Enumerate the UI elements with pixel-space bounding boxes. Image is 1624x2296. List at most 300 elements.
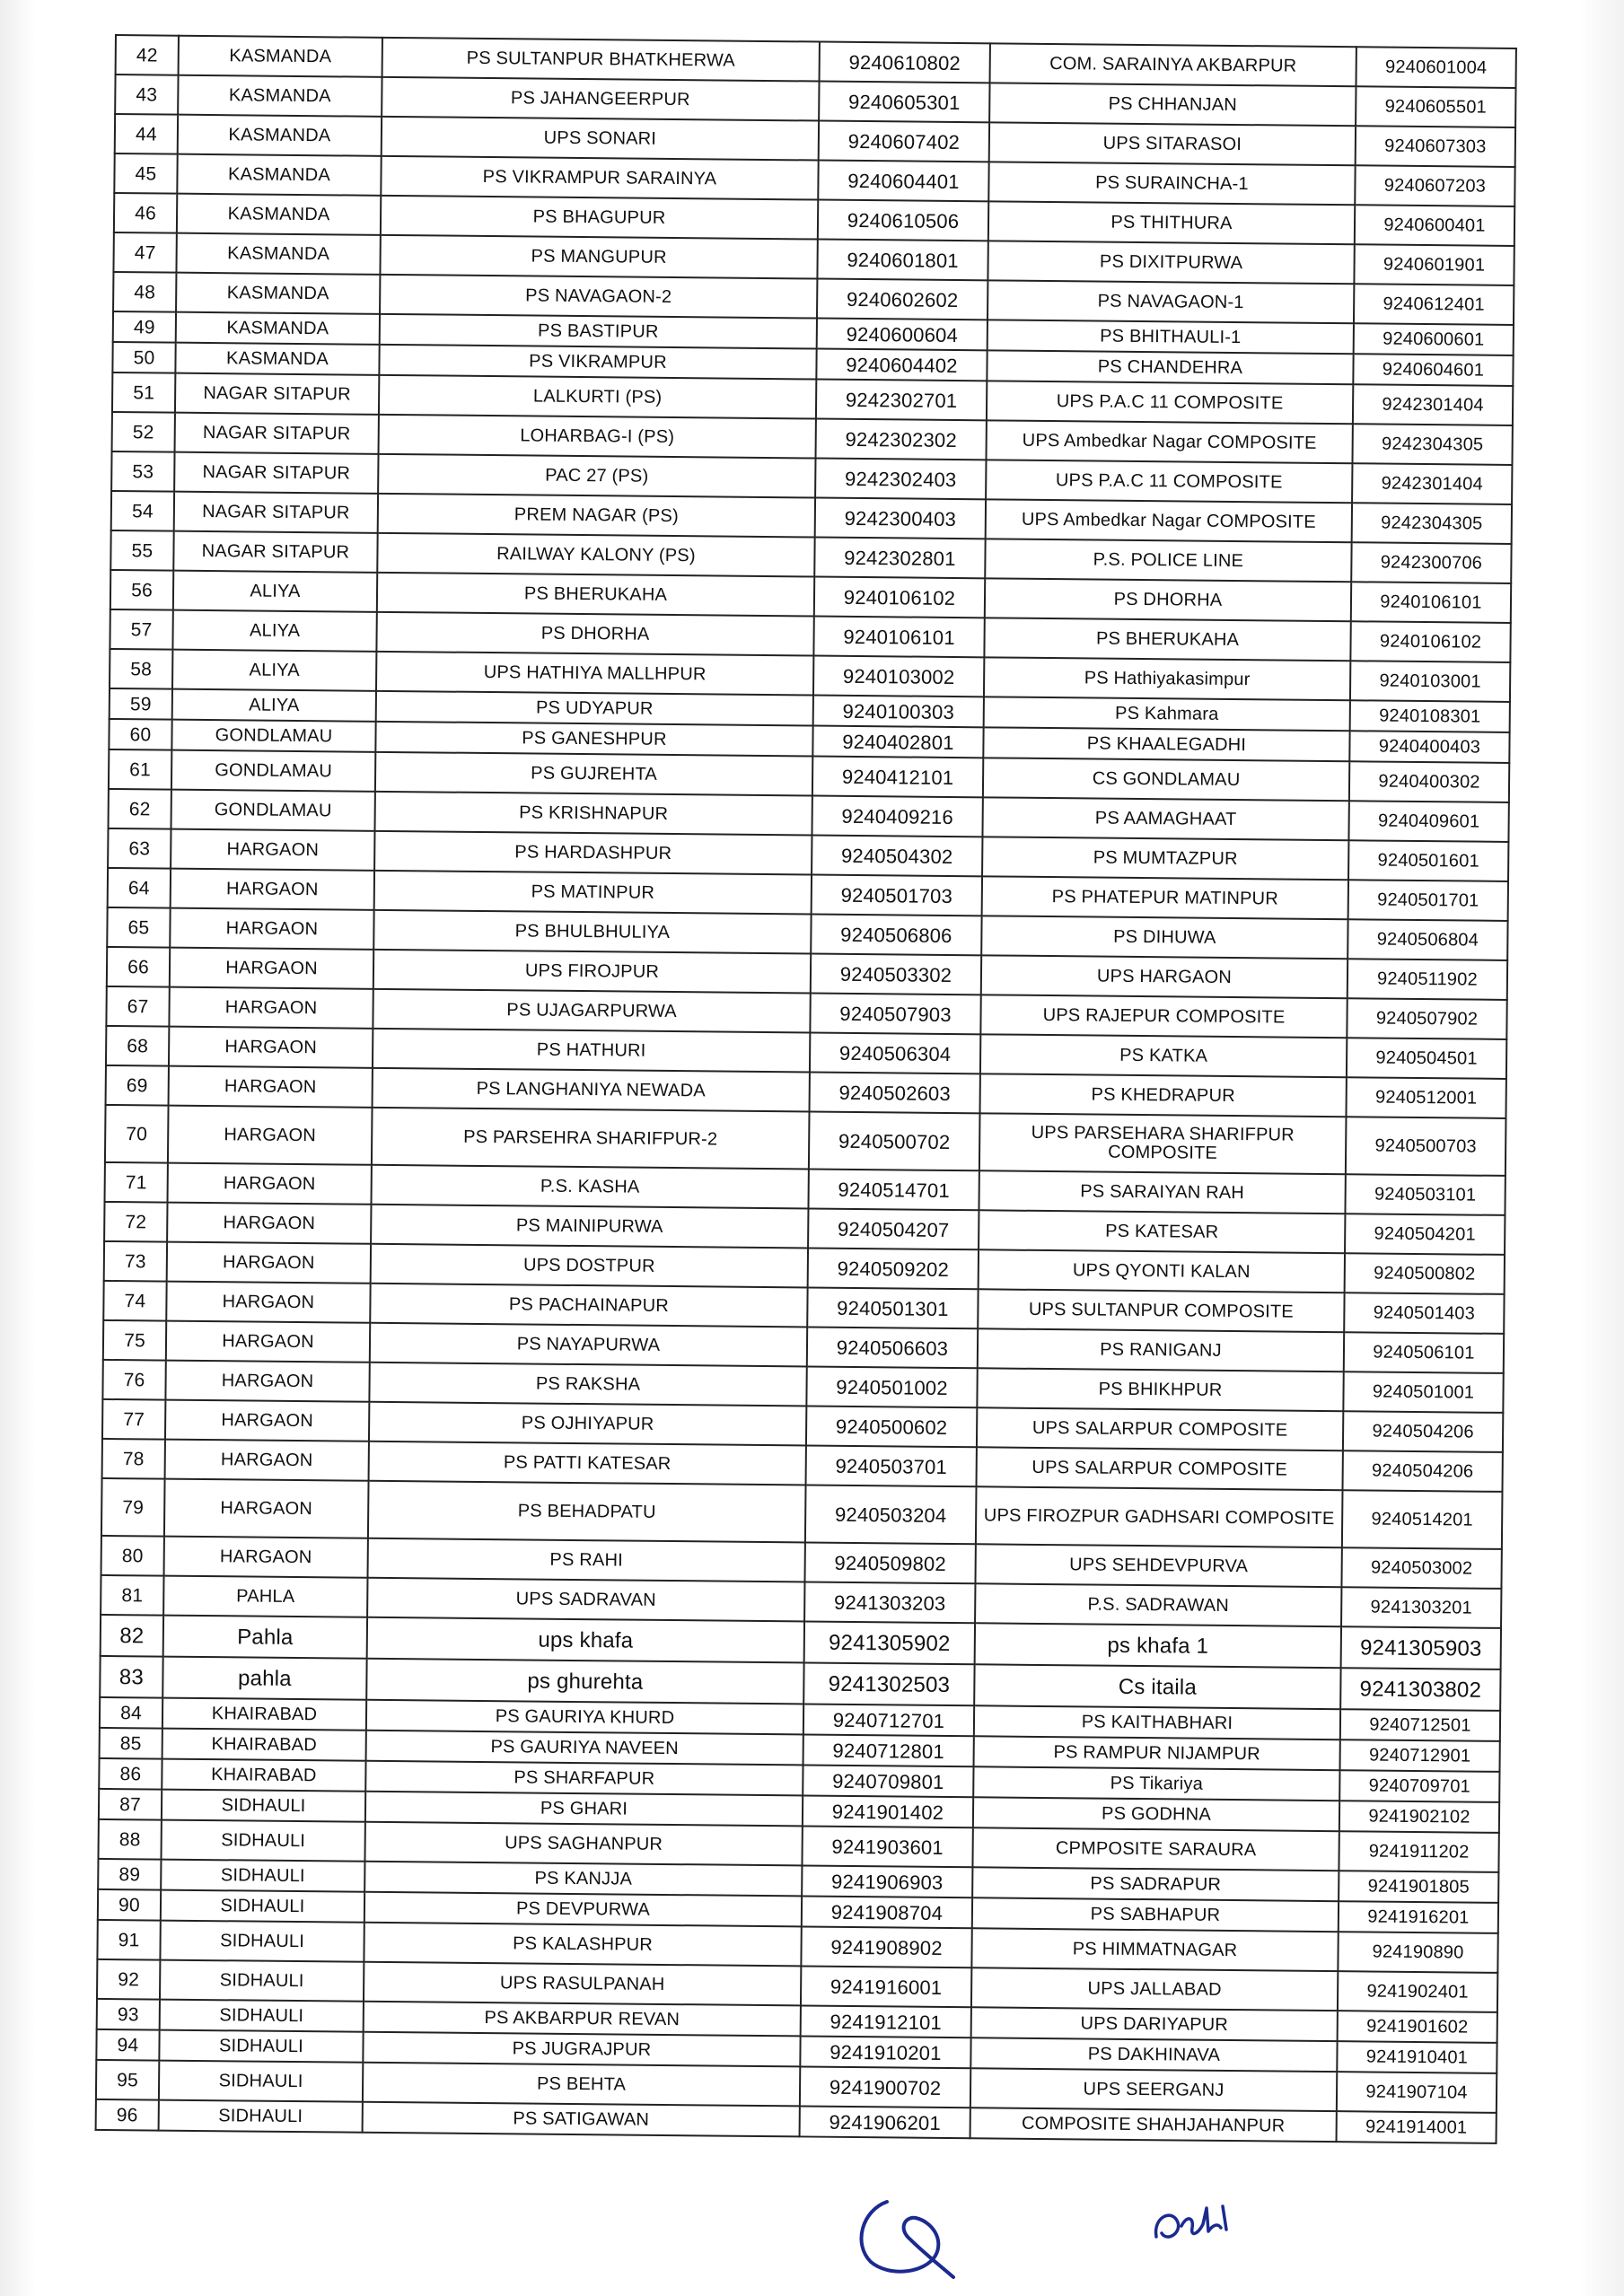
block-name-cell: SIDHAULI — [161, 1890, 364, 1923]
school-name-cell: PS RAKSHA — [369, 1363, 806, 1407]
block-name-cell: HARGAON — [169, 1066, 373, 1108]
paired-school-name-cell: PS RANIGANJ — [978, 1328, 1344, 1371]
school-name-cell: PS GHARI — [365, 1792, 803, 1827]
school-name-cell: PS MANGUPUR — [380, 235, 817, 279]
block-name-cell: GONDLAMAU — [171, 720, 375, 752]
block-name-cell: HARGAON — [168, 1163, 372, 1205]
paired-school-code-cell: 9242304305 — [1352, 503, 1512, 544]
paired-school-code-cell: 9240506804 — [1347, 919, 1507, 960]
serial-number-cell: 70 — [105, 1105, 169, 1163]
block-name-cell: HARGAON — [166, 1321, 370, 1363]
paired-school-code-cell: 9241305903 — [1341, 1626, 1501, 1669]
serial-number-cell: 44 — [115, 114, 178, 154]
school-code-cell: 9242302701 — [816, 380, 987, 421]
school-code-cell: 9240514701 — [808, 1169, 979, 1210]
paired-school-code-cell: 924190890 — [1338, 1932, 1497, 1973]
block-name-cell: SIDHAULI — [159, 2061, 363, 2102]
school-name-cell: PS DEVPURWA — [364, 1892, 802, 1927]
school-code-cell: 9240600604 — [817, 319, 988, 351]
paired-school-name-cell: PS Tikariya — [973, 1766, 1339, 1801]
block-name-cell: KASMANDA — [178, 115, 382, 156]
paired-school-name-cell: ps khafa 1 — [975, 1623, 1341, 1668]
block-name-cell: HARGAON — [169, 987, 373, 1029]
paired-school-code-cell: 9240607203 — [1355, 165, 1514, 206]
school-code-cell: 9241916001 — [801, 1966, 971, 2007]
serial-number-cell: 61 — [109, 749, 171, 790]
serial-number-cell: 59 — [110, 688, 172, 720]
school-name-cell: P.S. KASHA — [371, 1165, 808, 1209]
paired-school-name-cell: UPS SULTANPUR COMPOSITE — [978, 1289, 1344, 1332]
school-name-cell: PS VIKRAMPUR SARAINYA — [381, 156, 818, 200]
school-code-cell: 9240412101 — [812, 756, 983, 797]
paired-school-code-cell: 9241902401 — [1338, 1971, 1497, 2012]
school-code-cell: 9240501002 — [806, 1366, 977, 1407]
paired-school-name-cell: PS KATKA — [980, 1034, 1347, 1077]
paired-school-name-cell: PS SADRAPUR — [972, 1867, 1339, 1901]
serial-number-cell: 54 — [111, 491, 174, 531]
paired-school-name-cell: CPMPOSITE SARAURA — [972, 1827, 1339, 1871]
block-name-cell: KASMANDA — [177, 154, 381, 196]
block-name-cell: NAGAR SITAPUR — [174, 492, 378, 533]
paired-school-code-cell: 9240506101 — [1344, 1332, 1504, 1373]
school-name-cell: PS PATTI KATESAR — [369, 1442, 806, 1485]
block-name-cell: SIDHAULI — [160, 1960, 364, 2002]
paired-school-code-cell: 9240512001 — [1346, 1077, 1505, 1118]
school-code-cell: 9240503204 — [805, 1485, 977, 1544]
paired-school-code-cell: 9241303201 — [1341, 1587, 1501, 1628]
school-code-cell: 9240507903 — [810, 993, 980, 1034]
paired-school-code-cell: 9240504206 — [1342, 1450, 1502, 1492]
block-name-cell: HARGAON — [171, 829, 374, 871]
paired-school-code-cell: 9241916201 — [1339, 1901, 1498, 1933]
paired-school-name-cell: PS RAMPUR NIJAMPUR — [974, 1736, 1340, 1770]
paired-school-name-cell: UPS FIROZPUR GADHSARI COMPOSITE — [976, 1486, 1343, 1547]
school-name-cell: PS BHULBHULIYA — [373, 910, 811, 954]
serial-number-cell: 68 — [106, 1026, 169, 1066]
serial-number-cell: 78 — [102, 1439, 165, 1479]
paired-school-code-cell: 9241901805 — [1339, 1871, 1498, 1903]
serial-number-cell: 52 — [112, 412, 175, 452]
paired-school-name-cell: PS CHHANJAN — [989, 83, 1356, 126]
paired-school-name-cell: PS KHEDRAPUR — [980, 1074, 1347, 1117]
school-name-cell: PS GANESHPUR — [375, 722, 812, 757]
serial-number-cell: 94 — [96, 2029, 159, 2061]
block-name-cell: ALIYA — [172, 610, 376, 652]
paired-school-name-cell: PS THITHURA — [988, 201, 1355, 244]
school-name-cell: PS SHARFAPUR — [365, 1761, 803, 1796]
school-name-cell: PS PARSEHRA SHARIFPUR-2 — [372, 1108, 810, 1170]
block-name-cell: KHAIRABAD — [162, 1698, 366, 1731]
block-name-cell: Pahla — [163, 1616, 367, 1659]
block-name-cell: HARGAON — [169, 1027, 373, 1068]
paired-school-name-cell: COM. SARAINYA AKBARPUR — [990, 43, 1356, 86]
block-name-cell: NAGAR SITAPUR — [174, 452, 378, 494]
paired-school-name-cell: PS NAVAGAON-1 — [988, 280, 1354, 323]
block-name-cell: HARGAON — [170, 948, 373, 989]
serial-number-cell: 42 — [116, 35, 179, 75]
block-name-cell: GONDLAMAU — [171, 790, 375, 831]
school-code-cell: 9242302403 — [815, 459, 986, 500]
school-code-cell: 9241303203 — [804, 1582, 975, 1623]
school-code-cell: 9242302801 — [814, 538, 985, 579]
paired-school-code-cell: 9241914001 — [1337, 2111, 1497, 2143]
paired-school-name-cell: PS DIHUWA — [981, 916, 1347, 959]
school-name-cell: PS BEHADPATU — [368, 1481, 806, 1543]
school-code-cell: 9240106102 — [814, 577, 985, 618]
serial-number-cell: 49 — [113, 311, 176, 343]
serial-number-cell: 81 — [101, 1575, 163, 1616]
block-name-cell: ALIYA — [173, 571, 377, 612]
block-name-cell: ALIYA — [172, 650, 376, 691]
paired-school-code-cell: 9240514201 — [1342, 1490, 1503, 1549]
paired-school-name-cell: P.S. SADRAWAN — [975, 1583, 1341, 1626]
school-code-cell: 9240402801 — [812, 726, 983, 758]
table-body — [96, 35, 1516, 2143]
school-name-cell: LOHARBAG-I (PS) — [379, 415, 816, 459]
paired-school-code-cell: 9240612401 — [1354, 284, 1514, 325]
school-name-cell: PS KALASHPUR — [364, 1923, 801, 1967]
block-name-cell: SIDHAULI — [160, 1921, 364, 1962]
block-name-cell: KHAIRABAD — [162, 1729, 366, 1761]
paired-school-code-cell: 9240500802 — [1345, 1253, 1505, 1294]
block-name-cell: HARGAON — [167, 1242, 371, 1284]
paired-school-code-cell: 9240601901 — [1354, 244, 1514, 285]
school-name-cell: PS GAURIYA KHURD — [366, 1700, 803, 1735]
block-name-cell: SIDHAULI — [161, 1820, 364, 1862]
block-name-cell: PAHLA — [163, 1576, 367, 1617]
serial-number-cell: 60 — [109, 719, 171, 750]
paired-school-name-cell: UPS Ambedkar Nagar COMPOSITE — [986, 499, 1352, 542]
paired-school-code-cell: 9241911202 — [1339, 1831, 1498, 1872]
paired-school-name-cell: PS KATESAR — [979, 1210, 1345, 1253]
school-name-cell: UPS HATHIYA MALLHPUR — [376, 652, 813, 696]
serial-number-cell: 58 — [110, 649, 172, 689]
school-code-cell: 9240709801 — [803, 1765, 973, 1797]
paired-school-name-cell: UPS QYONTI KALAN — [979, 1249, 1345, 1293]
paired-school-code-cell: 9240501601 — [1348, 840, 1508, 881]
paired-school-name-cell: UPS HARGAON — [981, 955, 1347, 998]
school-code-cell: 9240509802 — [804, 1542, 975, 1583]
school-code-cell: 9240502603 — [810, 1072, 980, 1113]
paired-school-code-cell: 9241907104 — [1337, 2072, 1497, 2113]
paired-school-code-cell: 9240600601 — [1354, 323, 1514, 355]
school-name-cell: RAILWAY KALONY (PS) — [377, 533, 814, 577]
school-name-cell: PS VIKRAMPUR — [379, 345, 816, 380]
school-name-cell: PS RAHI — [368, 1538, 805, 1582]
serial-number-cell: 80 — [101, 1536, 164, 1576]
serial-number-cell: 69 — [106, 1065, 169, 1106]
serial-number-cell: 90 — [98, 1889, 161, 1921]
serial-number-cell: 64 — [108, 868, 171, 908]
school-code-cell: 9241912101 — [801, 2005, 971, 2037]
paired-school-code-cell: 9240106101 — [1351, 582, 1511, 623]
block-name-cell: GONDLAMAU — [171, 750, 375, 792]
serial-number-cell: 93 — [97, 1999, 160, 2030]
paired-school-code-cell: 9240607303 — [1356, 126, 1515, 167]
school-code-cell: 9240100303 — [813, 696, 984, 728]
school-name-cell: PS BEHTA — [363, 2063, 800, 2107]
block-name-cell: SIDHAULI — [160, 2000, 364, 2032]
serial-number-cell: 74 — [103, 1281, 166, 1321]
paired-school-name-cell: PS DHORHA — [985, 578, 1351, 621]
paired-school-name-cell: PS GODHNA — [973, 1797, 1339, 1831]
paired-school-name-cell: PS KAITHABHARI — [974, 1705, 1340, 1740]
school-code-cell: 9240509202 — [808, 1248, 979, 1289]
paired-school-name-cell: UPS P.A.C 11 COMPOSITE — [986, 460, 1352, 503]
serial-number-cell: 65 — [107, 907, 170, 948]
block-name-cell: HARGAON — [168, 1106, 373, 1165]
block-name-cell: KASMANDA — [175, 343, 379, 375]
paired-school-code-cell: 9241901602 — [1338, 2011, 1497, 2043]
paired-school-name-cell: P.S. POLICE LINE — [985, 539, 1351, 582]
paired-school-name-cell: COMPOSITE SHAHJAHANPUR — [970, 2108, 1337, 2142]
paired-school-name-cell: UPS SEHDEVPURVA — [975, 1544, 1341, 1587]
serial-number-cell: 57 — [110, 609, 172, 650]
paired-school-code-cell: 9240500703 — [1346, 1117, 1506, 1176]
serial-number-cell: 77 — [102, 1399, 165, 1440]
paired-school-code-cell: 9240504501 — [1347, 1038, 1506, 1079]
school-code-cell: 9240500602 — [806, 1406, 977, 1447]
school-name-cell: PS GAURIYA NAVEEN — [366, 1731, 803, 1766]
school-code-cell: 9240610802 — [820, 42, 990, 83]
paired-school-name-cell: PS DIXITPURWA — [988, 241, 1354, 284]
school-code-cell: 9241906903 — [802, 1865, 972, 1897]
block-name-cell: KASMANDA — [179, 36, 382, 77]
serial-number-cell: 83 — [100, 1656, 162, 1698]
school-name-cell: UPS SADRAVAN — [367, 1578, 804, 1622]
serial-number-cell: 84 — [100, 1697, 162, 1729]
block-name-cell: SIDHAULI — [161, 1860, 364, 1892]
school-name-cell: PS JUGRAJPUR — [363, 2032, 800, 2067]
block-name-cell: NAGAR SITAPUR — [175, 373, 379, 415]
paired-school-name-cell: CS GONDLAMAU — [983, 758, 1349, 801]
paired-school-code-cell: 9240400403 — [1349, 731, 1509, 763]
school-name-cell: UPS DOSTPUR — [371, 1244, 808, 1288]
paired-school-code-cell: 9240400302 — [1349, 761, 1509, 802]
school-code-cell: 9240409216 — [812, 795, 982, 837]
paired-school-code-cell: 9240504201 — [1345, 1214, 1505, 1255]
school-code-cell: 9240601801 — [817, 240, 988, 281]
paired-school-name-cell: UPS SITARASOI — [989, 122, 1356, 165]
paired-school-code-cell: 9240712901 — [1339, 1740, 1499, 1772]
paired-school-name-cell: PS PHATEPUR MATINPUR — [982, 876, 1348, 919]
school-name-cell: PS NAYAPURWA — [370, 1323, 807, 1367]
paired-school-code-cell: 9240409601 — [1348, 801, 1508, 842]
paired-school-name-cell: PS SARAIYAN RAH — [979, 1170, 1345, 1214]
school-code-cell: 9241900702 — [800, 2066, 970, 2108]
school-code-cell: 9240506304 — [810, 1032, 980, 1074]
school-code-cell: 9240501703 — [812, 874, 982, 916]
serial-number-cell: 56 — [110, 570, 173, 610]
block-name-cell: NAGAR SITAPUR — [173, 531, 377, 573]
paired-school-name-cell: Cs itaila — [974, 1664, 1340, 1709]
block-name-cell: KHAIRABAD — [162, 1759, 365, 1792]
paired-school-name-cell: PS HIMMATNAGAR — [971, 1928, 1338, 1971]
serial-number-cell: 87 — [99, 1789, 162, 1820]
serial-number-cell: 79 — [101, 1478, 165, 1537]
serial-number-cell: 82 — [101, 1615, 163, 1657]
school-name-cell: PS GUJREHTA — [375, 752, 812, 796]
block-name-cell: pahla — [162, 1657, 366, 1700]
school-code-cell: 9241903601 — [802, 1826, 972, 1867]
school-name-cell: PS JAHANGEERPUR — [382, 77, 819, 121]
serial-number-cell: 63 — [108, 828, 171, 869]
school-code-cell: 9241901402 — [803, 1795, 973, 1827]
school-pairing-table — [95, 34, 1517, 2144]
school-name-cell: UPS RASULPANAH — [364, 1962, 801, 2006]
serial-number-cell: 55 — [110, 530, 173, 571]
serial-number-cell: 89 — [98, 1859, 161, 1890]
serial-number-cell: 75 — [103, 1320, 166, 1361]
block-name-cell: HARGAON — [165, 1400, 369, 1442]
school-code-cell: 9240610506 — [818, 200, 988, 241]
paired-school-code-cell: 9240600401 — [1355, 205, 1514, 246]
paired-school-code-cell: 9242301404 — [1352, 463, 1512, 504]
serial-number-cell: 71 — [105, 1162, 168, 1203]
school-name-cell: PS BHAGUPUR — [381, 196, 818, 240]
serial-number-cell: 51 — [112, 372, 175, 413]
paired-school-code-cell: 9240601004 — [1356, 47, 1516, 88]
serial-number-cell: 45 — [114, 153, 177, 194]
school-name-cell: PS UJAGARPURWA — [373, 989, 810, 1033]
school-name-cell: PS BHERUKAHA — [377, 573, 814, 617]
signature-mark-1 — [835, 2177, 979, 2284]
paired-school-code-cell: 9240503101 — [1345, 1174, 1505, 1215]
block-name-cell: KASMANDA — [177, 194, 381, 235]
block-name-cell: KASMANDA — [176, 233, 380, 275]
paired-school-code-cell: 9240503002 — [1341, 1547, 1501, 1589]
school-code-cell: 9240602602 — [817, 279, 988, 320]
school-code-cell: 9240503302 — [811, 953, 981, 995]
serial-number-cell: 43 — [115, 74, 178, 115]
paired-school-code-cell: 9240108301 — [1350, 700, 1510, 732]
school-code-cell: 9240712801 — [803, 1734, 974, 1766]
school-code-cell: 9241302503 — [803, 1662, 974, 1705]
paired-school-code-cell: 9240501403 — [1344, 1293, 1504, 1334]
block-name-cell: HARGAON — [165, 1440, 369, 1481]
block-name-cell: ALIYA — [172, 689, 376, 722]
school-name-cell: PS KANJJA — [364, 1862, 802, 1897]
school-code-cell: 9240605301 — [819, 82, 989, 123]
school-code-cell: 9242302302 — [816, 419, 987, 460]
school-name-cell: PS MAINIPURWA — [371, 1205, 808, 1249]
school-code-cell: 9240103002 — [813, 656, 984, 697]
paired-school-name-cell: UPS SALARPUR COMPOSITE — [977, 1407, 1343, 1450]
paired-school-code-cell: 9240504206 — [1343, 1411, 1503, 1452]
serial-number-cell: 95 — [96, 2060, 159, 2100]
serial-number-cell: 72 — [104, 1202, 167, 1242]
school-name-cell: PS LANGHANIYA NEWADA — [373, 1068, 810, 1112]
paired-school-name-cell: PS SURAINCHA-1 — [988, 162, 1355, 205]
school-name-cell: PS NAVAGAON-2 — [380, 275, 817, 319]
school-code-cell: 9240504302 — [812, 835, 982, 876]
school-name-cell: PS AKBARPUR REVAN — [364, 2002, 801, 2037]
serial-number-cell: 50 — [112, 342, 175, 373]
school-code-cell: 9240607402 — [819, 121, 989, 162]
school-code-cell: 9241910201 — [800, 2036, 970, 2068]
block-name-cell: KASMANDA — [178, 75, 382, 117]
paired-school-code-cell: 9242301404 — [1353, 384, 1513, 425]
paired-school-code-cell: 9240605501 — [1356, 86, 1515, 127]
serial-number-cell: 53 — [111, 451, 174, 492]
block-name-cell: HARGAON — [171, 869, 374, 910]
paired-school-name-cell: UPS P.A.C 11 COMPOSITE — [987, 381, 1353, 424]
school-name-cell: UPS FIROJPUR — [373, 950, 811, 994]
paired-school-name-cell: PS MUMTAZPUR — [982, 837, 1348, 880]
paired-school-name-cell: UPS Ambedkar Nagar COMPOSITE — [986, 420, 1352, 463]
serial-number-cell: 86 — [99, 1758, 162, 1790]
paired-school-name-cell: PS Kahmara — [984, 697, 1350, 731]
paired-school-code-cell: 9241910401 — [1337, 2041, 1497, 2073]
paired-school-code-cell: 9242304305 — [1352, 424, 1512, 465]
block-name-cell: HARGAON — [170, 908, 373, 950]
serial-number-cell: 62 — [109, 789, 171, 829]
paired-school-name-cell: PS Hathiyakasimpur — [984, 657, 1350, 700]
paired-school-name-cell: UPS SALARPUR COMPOSITE — [977, 1447, 1343, 1490]
school-name-cell: PS KRISHNAPUR — [374, 792, 812, 836]
block-name-cell: SIDHAULI — [162, 1790, 365, 1822]
paired-school-code-cell: 9240604601 — [1353, 354, 1513, 386]
school-code-cell: 9240501301 — [807, 1287, 978, 1328]
paired-school-code-cell: 9240501001 — [1343, 1371, 1503, 1413]
school-name-cell: UPS SAGHANPUR — [364, 1822, 802, 1866]
serial-number-cell: 47 — [113, 232, 176, 273]
paired-school-name-cell: PS BHIKHPUR — [977, 1368, 1343, 1411]
paired-school-code-cell: 9240106102 — [1350, 621, 1510, 662]
school-code-cell: 9240604401 — [818, 161, 988, 202]
school-name-cell: PAC 27 (PS) — [378, 454, 815, 498]
paired-school-name-cell: UPS SEERGANJ — [970, 2068, 1337, 2111]
block-name-cell: SIDHAULI — [159, 2100, 363, 2133]
school-name-cell: PS MATINPUR — [374, 871, 812, 915]
block-name-cell: HARGAON — [167, 1203, 371, 1244]
paired-school-name-cell: PS AAMAGHAAT — [982, 797, 1348, 840]
school-name-cell: LALKURTI (PS) — [379, 375, 816, 419]
serial-number-cell: 66 — [107, 947, 170, 987]
school-code-cell: 9240506603 — [807, 1327, 978, 1368]
school-code-cell: 9240106101 — [813, 617, 984, 658]
paired-school-code-cell: 9241902102 — [1339, 1801, 1499, 1833]
paired-school-code-cell: 9242300706 — [1351, 542, 1511, 583]
paired-school-code-cell: 9240709701 — [1339, 1770, 1499, 1802]
serial-number-cell: 85 — [100, 1728, 162, 1759]
serial-number-cell: 91 — [97, 1920, 160, 1960]
school-code-cell: 9241908902 — [801, 1926, 971, 1967]
paired-school-code-cell: 9240712501 — [1340, 1709, 1500, 1741]
paired-school-name-cell: PS BHERUKAHA — [984, 618, 1350, 661]
serial-number-cell: 48 — [113, 272, 176, 312]
block-name-cell: KASMANDA — [176, 273, 380, 314]
serial-number-cell: 67 — [106, 986, 169, 1027]
serial-number-cell: 46 — [114, 193, 177, 233]
serial-number-cell: 73 — [104, 1241, 167, 1282]
paired-school-name-cell: UPS RAJEPUR COMPOSITE — [980, 995, 1347, 1038]
paired-school-name-cell: UPS PARSEHARA SHARIFPUR COMPOSITE — [979, 1113, 1347, 1174]
school-name-cell: ups khafa — [367, 1617, 804, 1663]
school-code-cell: 9242300403 — [815, 498, 986, 539]
school-name-cell: PREM NAGAR (PS) — [378, 494, 815, 538]
paired-school-name-cell: PS SABHAPUR — [972, 1897, 1339, 1932]
school-name-cell: PS SULTANPUR BHATKHERWA — [382, 38, 820, 82]
block-name-cell: HARGAON — [164, 1537, 368, 1578]
school-name-cell: PS BASTIPUR — [380, 314, 817, 349]
school-code-cell: 9241906201 — [800, 2106, 970, 2138]
school-code-cell: 9240506806 — [811, 914, 981, 955]
paired-school-code-cell: 9240511902 — [1347, 959, 1507, 1000]
school-name-cell: PS DHORHA — [376, 612, 813, 656]
serial-number-cell: 96 — [96, 2099, 159, 2131]
paired-school-name-cell: PS BHITHAULI-1 — [988, 320, 1354, 354]
